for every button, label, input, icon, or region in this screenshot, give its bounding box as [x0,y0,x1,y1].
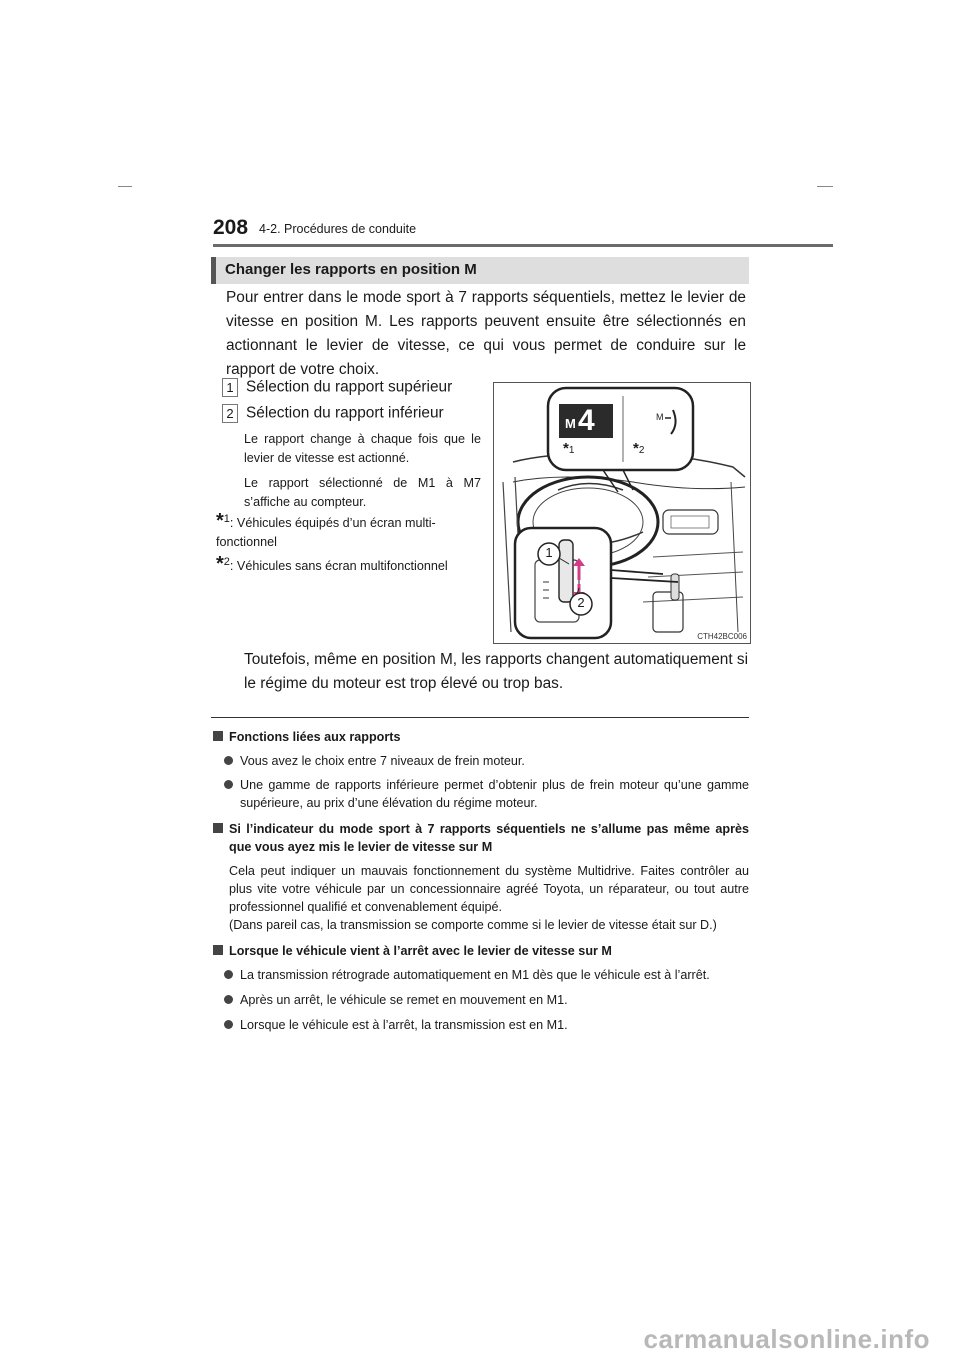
illustration-svg [493,382,751,644]
footnote-1 [216,510,482,552]
footnote-star: * [216,553,224,576]
display2-m-label: M [656,412,664,422]
note-heading-2: Si l’indicateur du mode sport à 7 rapports séquentiels ne s’allume pas même après que vous ayez mis le levier de vitesse sur M [213,820,749,856]
item-label: Sélection du rapport inférieur [246,404,444,422]
star-sub: 1 [568,445,575,456]
callout-2: 2 [577,595,585,610]
list-item-2 [222,404,444,423]
note-heading-3: Lorsque le véhicule vient à l’arrêt avec le levier de vitesse sur M [213,942,749,960]
section-title: Changer les rapports en position M [225,261,477,278]
display-m-label: M [565,416,576,431]
note-bullet: La transmission rétrograde automatiquement en M1 dès que le véhicule est à l’arrêt. [213,966,749,984]
note-bullet: Lorsque le véhicule est à l’arrêt, la transmission est en M1. [213,1016,749,1034]
star-mark: * [633,440,639,457]
note-bullet: Une gamme de rapports inférieure permet d’obtenir plus de frein moteur qu’une gamme supérieure, au prix d’une élévation du régime moteur. [213,776,749,812]
title-bar-accent [211,257,216,284]
item-number-box: 1 [222,378,238,397]
figure-star-1 [563,440,574,457]
footnote-star: * [216,510,224,533]
square-bullet-icon [213,731,223,741]
list-item-1 [222,378,452,397]
note-heading-1: Fonctions liées aux rapports [213,728,749,746]
square-bullet-icon [213,823,223,833]
crop-mark-left [118,186,132,187]
star-sub: 2 [638,445,645,456]
footnote-text: : Véhicules sans écran multifonctionnel [229,559,448,574]
note-text: (Dans pareil cas, la transmission se comporte comme si le levier de vitesse était sur D.) [229,918,717,932]
item-label: Sélection du rapport supérieur [246,378,453,396]
item-number-box: 2 [222,404,238,423]
dot-bullet-icon [224,1020,233,1029]
figure-star-2 [633,440,644,457]
dot-bullet-icon [224,995,233,1004]
gear-lever-illustration [493,382,751,644]
explain-2: Le rapport sélectionné de M1 à M7 s’affiche au compteur. [244,476,481,509]
notes-divider [211,717,749,718]
explain-1: Le rapport change à chaque fois que le levier de vitesse est actionné. [244,432,481,465]
footnote-sup: 2 [223,556,230,568]
dot-bullet-icon [224,756,233,765]
after-figure-paragraph: Toutefois, même en position M, les rapports changent automatiquement si le régime du moteur est trop élevé ou trop bas. [244,651,748,692]
dot-bullet-icon [224,970,233,979]
intro-paragraph: Pour entrer dans le mode sport à 7 rapports séquentiels, mettez le levier de vitesse en position M. Les rapports peuvent ensuite être sélectionnés en actionnant le levier de vitesse, ce qui vous permet de conduire sur le rapport de votre choix. [226,289,746,378]
star-mark: * [563,440,569,457]
display-gear-number: 4 [578,404,595,437]
footnote-text: : Véhicules équipés d’un écran multi-fonctionnel [216,516,436,550]
header-rule [213,244,833,247]
notes [213,728,749,1034]
callout-1: 1 [545,545,553,560]
note-text: Cela peut indiquer un mauvais fonctionnement du système Multidrive. Faites contrôler au plus vite votre véhicule par un concessionnaire agréé Toyota, un réparateur, ou tout autre professionnel qualifié et convenablement équipé. [229,864,749,914]
figure-code: CTH42BC006 [697,632,747,641]
note-bullet: Après un arrêt, le véhicule se remet en mouvement en M1. [213,991,749,1009]
section-title-box [211,257,749,284]
crop-mark-right [817,186,833,187]
dot-bullet-icon [224,780,233,789]
note-bullet: Vous avez le choix entre 7 niveaux de frein moteur. [213,752,749,770]
footnote-2 [216,553,482,576]
footnote-sup: 1 [223,513,230,525]
square-bullet-icon [213,945,223,955]
watermark: carmanualsonline.info [643,1324,930,1354]
page-number: 208 [213,216,249,239]
section-header: 4-2. Procédures de conduite [259,222,417,236]
